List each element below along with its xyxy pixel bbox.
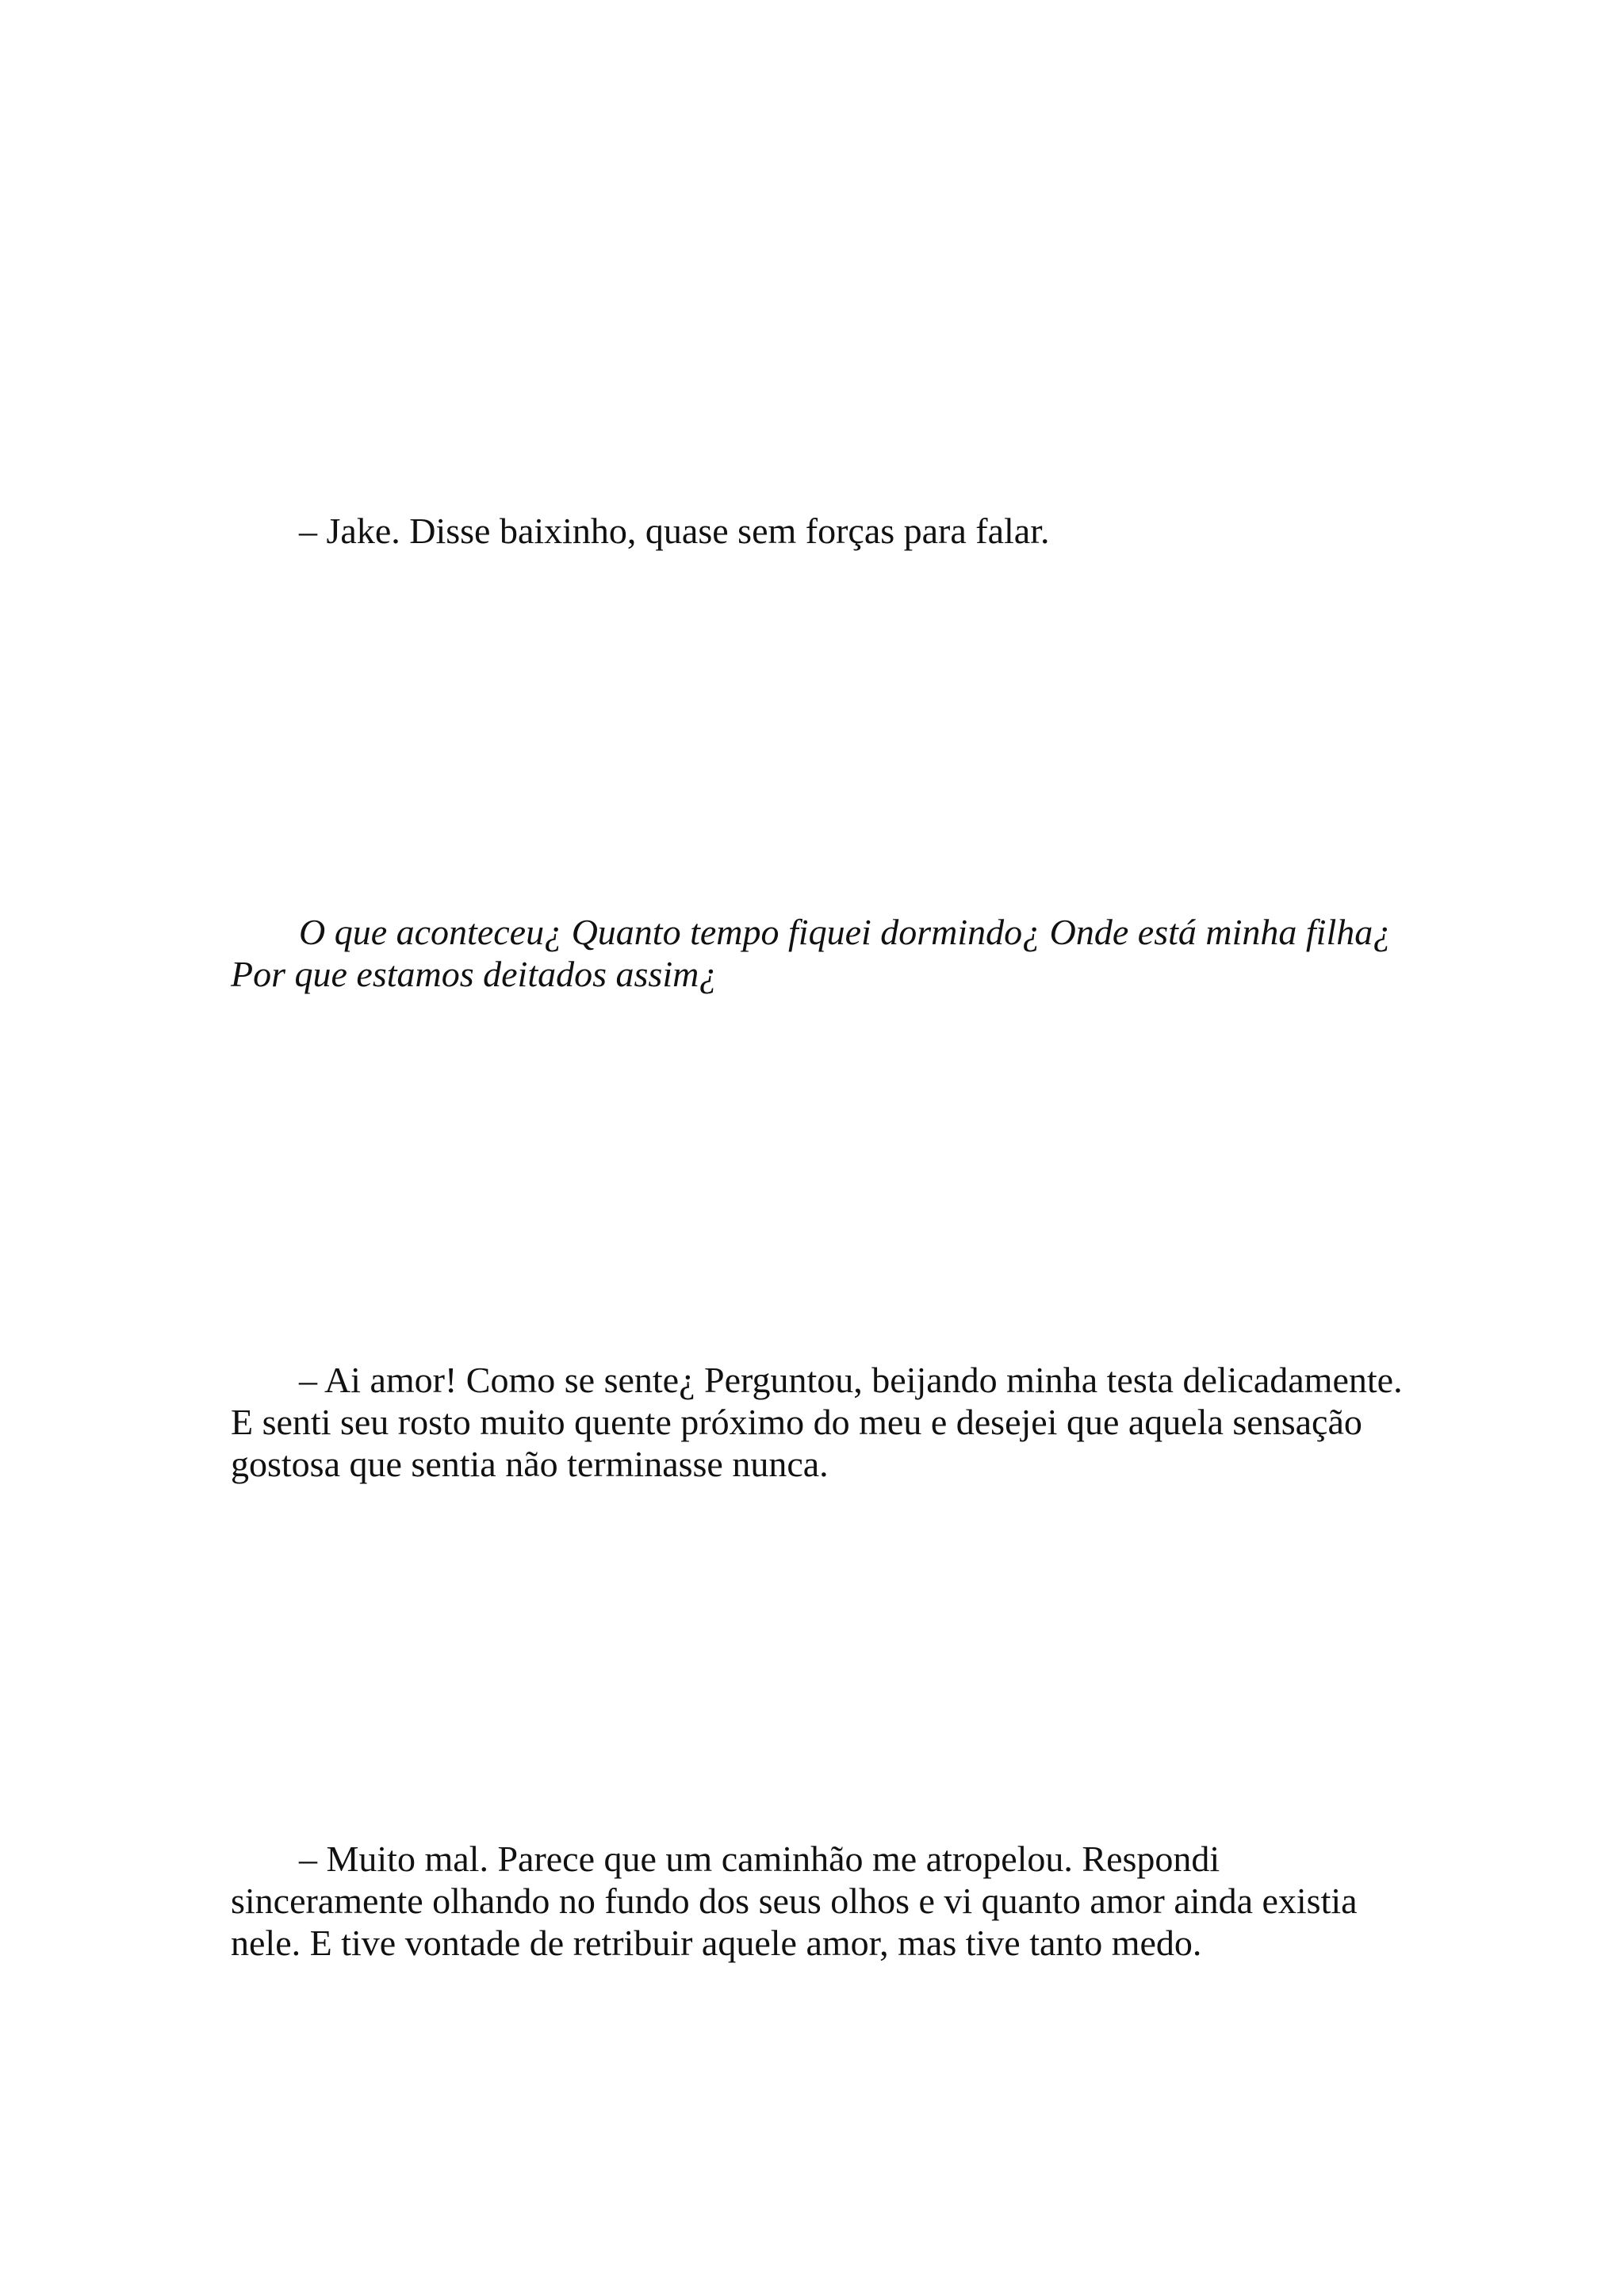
paragraph-inner-thoughts: O que aconteceu¿ Quanto tempo fiquei dormindo¿ Onde está minha filha¿ Por que estamos deitados assim¿ — [231, 912, 1392, 994]
paragraph-jake-dialogue: – Jake. Disse baixinho, quase sem forças para falar. — [299, 511, 1050, 551]
paragraph-muito-mal-dialogue: – Muito mal. Parece que um caminhão me atropelou. Respondi sinceramente olhando no fundo dos seus olhos e vi quanto amor ainda existia nele. E tive vontade de retribuir aquele amor, mas tive tanto medo. — [231, 1839, 1358, 1963]
paragraph-ai-amor-dialogue: – Ai amor! Como se sente¿ Perguntou, beijando minha testa delicadamente. E senti seu rosto muito quente próximo do meu e desejei que aquela sensação gostosa que sentia não terminasse nunca. — [231, 1360, 1403, 1484]
